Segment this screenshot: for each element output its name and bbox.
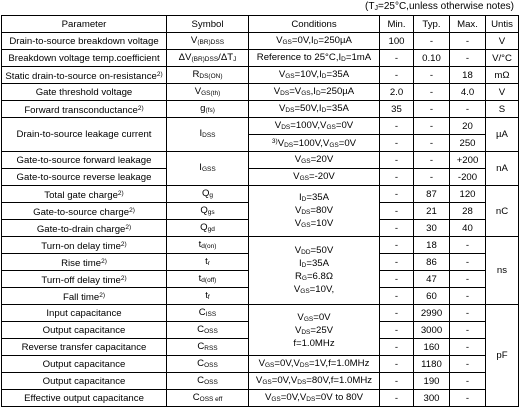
symbol-cell: $\Delta V_{(BR)DSS}/\Delta T_J$ [167,50,249,67]
symbol-cell: $C_{OSS eff}$ [167,390,249,407]
conditions-cell: $V_{GS}=0V$ $V_{DS}=25V$ f=1.0MHz [249,305,380,356]
conditions-cell: $V_{GS}=0V,I_D=250\mu A$ [249,33,380,50]
max-cell: 28 [450,203,486,220]
typ-cell: 86 [414,254,450,271]
typ-cell: 190 [414,373,450,390]
min-cell: - [380,135,414,152]
max-cell: 18 [450,67,486,84]
symbol-cell: $I_{GSS}$ [167,152,249,186]
table-row [2,305,519,322]
max-cell: -200 [450,169,486,186]
typ-cell: 160 [414,339,450,356]
parameter-cell: Effective output capacitance [2,390,167,407]
typ-cell: - [414,152,450,169]
parameter-cell: Drain-to-source breakdown voltage [2,33,167,50]
unit-cell: V/°C [486,50,519,67]
parameter-cell: Reverse transfer capacitance [2,339,167,356]
min-cell: - [380,373,414,390]
typ-cell: 30 [414,220,450,237]
typ-cell: 47 [414,271,450,288]
table-row [2,373,519,390]
conditions-cell: $V_{DS}=V_{GS},I_D=250\mu A$ [249,84,380,101]
conditions-cell: $V_{DS}=50V,I_D=35A$ [249,101,380,118]
typ-cell: 0.10 [414,50,450,67]
min-cell: - [380,220,414,237]
unit-cell: nC [486,186,519,237]
table-body [2,33,519,407]
max-cell: +200 [450,152,486,169]
parameter-cell: Static drain-to-source on-resistance$^{2)}$ [2,67,167,84]
parameter-cell: Gate-to-drain charge$^{2)}$ [2,220,167,237]
typ-cell: 1180 [414,356,450,373]
symbol-cell: $t_r$ [167,254,249,271]
conditions-cell: $V_{GS}=0V,V_{DS}=1V,f=1.0MHz$ [249,356,380,373]
max-cell: 20 [450,118,486,135]
max-cell: 250 [450,135,486,152]
min-cell: - [380,50,414,67]
parameter-cell: Output capacitance [2,373,167,390]
symbol-cell: $t_f$ [167,288,249,305]
typ-cell: 2990 [414,305,450,322]
table-row [2,101,519,118]
parameter-cell: Gate-to-source reverse leakage [2,169,167,186]
header-min: Min. [380,16,414,33]
table-row [2,356,519,373]
symbol-cell: $Q_{gs}$ [167,203,249,220]
unit-cell: nA [486,152,519,186]
max-cell: 120 [450,186,486,203]
table-row [2,237,519,254]
table-row [2,152,519,169]
symbol-cell: $C_{ISS}$ [167,305,249,322]
min-cell: 100 [380,33,414,50]
unit-cell: ns [486,237,519,305]
conditions-cell: $V_{GS}=-20V$ [249,169,380,186]
typ-cell: 300 [414,390,450,407]
max-cell: - [450,356,486,373]
max-cell: - [450,373,486,390]
min-cell: - [380,339,414,356]
parameter-cell: Turn-off delay time$^{2)}$ [2,271,167,288]
header-symbol: Symbol [167,16,249,33]
min-cell: - [380,322,414,339]
table-header-row [2,16,519,33]
unit-cell: S [486,101,519,118]
typ-cell: - [414,118,450,135]
symbol-cell: $R_{DS(ON)}$ [167,67,249,84]
symbol-cell: $t_{d(on)}$ [167,237,249,254]
max-cell: - [450,50,486,67]
conditions-cell: $V_{DS}=100V,V_{GS}=0V$ [249,118,380,135]
symbol-cell: $C_{OSS}$ [167,322,249,339]
min-cell: - [380,237,414,254]
parameter-cell: Turn-on delay time$^{2)}$ [2,237,167,254]
max-cell: - [450,254,486,271]
parameter-cell: Fall time$^{2)}$ [2,288,167,305]
min-cell: - [380,271,414,288]
max-cell: - [450,237,486,254]
max-cell: 40 [450,220,486,237]
max-cell: - [450,271,486,288]
table-row [2,50,519,67]
min-cell: - [380,288,414,305]
conditions-cell: $^{3)}V_{DS}=100V,V_{GS}=0V$ [249,135,380,152]
parameter-cell: Drain-to-source leakage current [2,118,167,152]
conditions-cell: $V_{GS}=20V$ [249,152,380,169]
min-cell: - [380,203,414,220]
min-cell: - [380,305,414,322]
typ-cell: - [414,135,450,152]
max-cell: - [450,101,486,118]
parameter-cell: Output capacitance [2,356,167,373]
typ-cell: 60 [414,288,450,305]
typ-cell: - [414,33,450,50]
typ-cell: 3000 [414,322,450,339]
table-row [2,84,519,101]
symbol-cell: $Q_g$ [167,186,249,203]
parameter-cell: Gate-to-source charge$^{2)}$ [2,203,167,220]
conditions-cell: $V_{GS}=10V,I_D=35A$ [249,67,380,84]
parameter-cell: Forward transconductance$^{2)}$ [2,101,167,118]
max-cell: - [450,322,486,339]
unit-cell: V [486,84,519,101]
typ-cell: - [414,101,450,118]
table-row [2,118,519,135]
typ-cell: 21 [414,203,450,220]
parameter-cell: Gate threshold voltage [2,84,167,101]
symbol-cell: $g_{(fs)}$ [167,101,249,118]
min-cell: - [380,390,414,407]
table-row [2,169,519,186]
parameter-cell: Rise time$^{2)}$ [2,254,167,271]
test-condition-note: ($T_J=25^\circ C,unless$ otherwise notes) [365,1,514,12]
max-cell: - [450,339,486,356]
table-row [2,67,519,84]
max-cell: - [450,305,486,322]
symbol-cell: $C_{OSS}$ [167,373,249,390]
unit-cell: V [486,33,519,50]
min-cell: 2.0 [380,84,414,101]
min-cell: - [380,118,414,135]
typ-cell: 18 [414,237,450,254]
electrical-characteristics-table [1,15,519,407]
header-max: Max. [450,16,486,33]
min-cell: - [380,67,414,84]
symbol-cell: $C_{OSS}$ [167,356,249,373]
symbol-cell: $V_{(BR)DSS}$ [167,33,249,50]
max-cell: - [450,33,486,50]
min-cell: - [380,254,414,271]
header-conditions: Conditions [249,16,380,33]
typ-cell: - [414,67,450,84]
symbol-cell: $Q_{gd}$ [167,220,249,237]
symbol-cell: $t_{d(off)}$ [167,271,249,288]
unit-cell: µA [486,118,519,152]
conditions-cell: $V_{DD}=50V$ $I_D=35A$ $R_G=6.8\Omega$ $V_{GS}=10V$, [249,237,380,305]
min-cell: - [380,169,414,186]
parameter-cell: Input capacitance [2,305,167,322]
min-cell: - [380,356,414,373]
min-cell: - [380,186,414,203]
symbol-cell: $C_{RSS}$ [167,339,249,356]
max-cell: 4.0 [450,84,486,101]
table-row [2,390,519,407]
conditions-cell: $V_{GS}=0V,V_{DS}=0V$ to 80V [249,390,380,407]
min-cell: - [380,152,414,169]
max-cell: - [450,390,486,407]
min-cell: 35 [380,101,414,118]
symbol-cell: $V_{GS(th)}$ [167,84,249,101]
parameter-cell: Total gate charge$^{2)}$ [2,186,167,203]
header-typ: Typ. [414,16,450,33]
typ-cell: 87 [414,186,450,203]
parameter-cell: Gate-to-source forward leakage [2,152,167,169]
table-row [2,33,519,50]
parameter-cell: Breakdown voltage temp.coefficient [2,50,167,67]
table-row [2,186,519,203]
conditions-cell: $V_{GS}=0V,V_{DS}=80V,f=1.0MHz$ [249,373,380,390]
unit-cell: pF [486,305,519,407]
typ-cell: - [414,169,450,186]
conditions-cell: Reference to $25^\circ C,I_D=1mA$ [249,50,380,67]
unit-cell: mΩ [486,67,519,84]
header-units: Untis [486,16,519,33]
symbol-cell: $I_{DSS}$ [167,118,249,152]
typ-cell: - [414,84,450,101]
conditions-cell: $I_D=35A$ $V_{DS}=80V$ $V_{GS}=10V$ [249,186,380,237]
header-parameter: Parameter [2,16,167,33]
parameter-cell: Output capacitance [2,322,167,339]
max-cell: - [450,288,486,305]
